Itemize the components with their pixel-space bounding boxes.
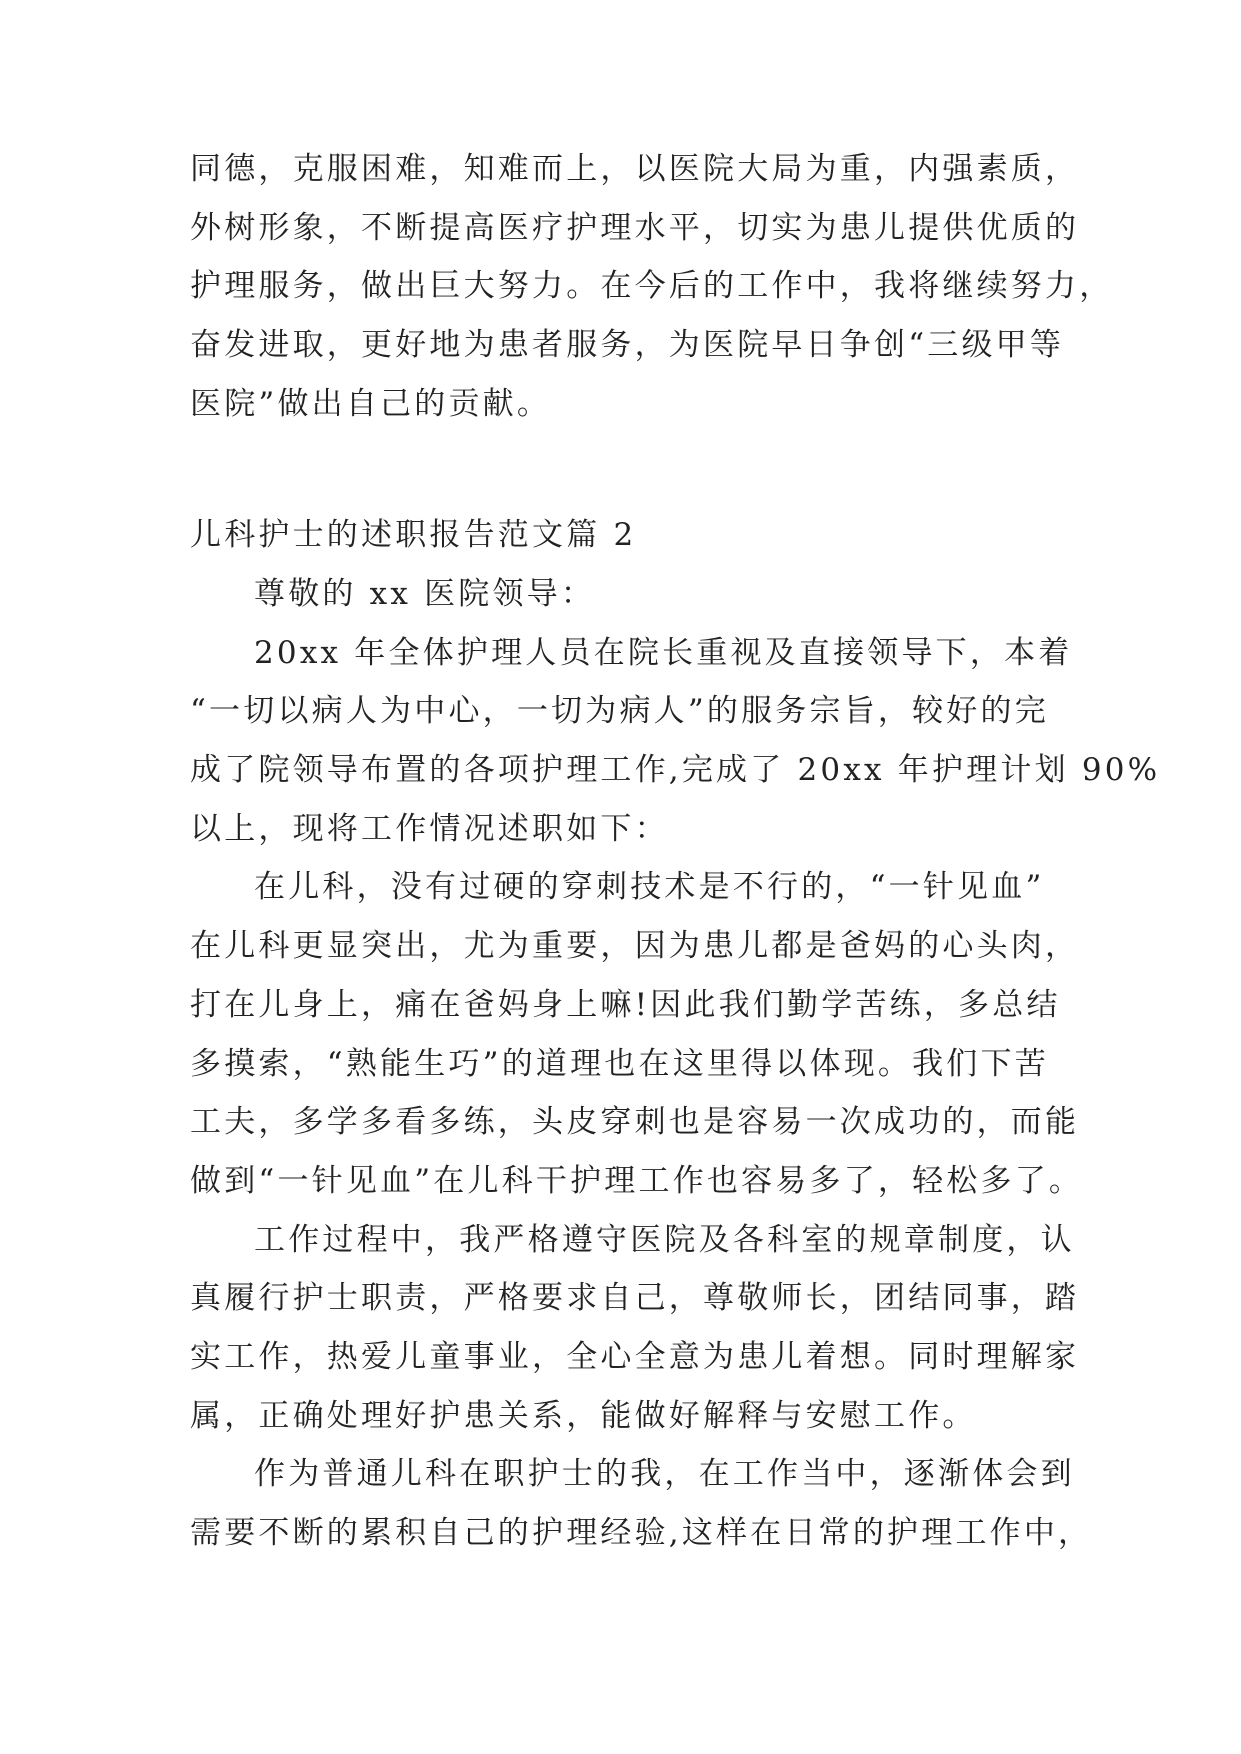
- text-line: 多摸索，“熟能生巧”的道理也在这里得以体现。我们下苦: [190, 1045, 1049, 1082]
- text-line: 属，正确处理好护患关系，能做好解释与安慰工作。: [190, 1397, 977, 1434]
- text-line: “一切以病人为中心，一切为病人”的服务宗旨，较好的完: [190, 693, 1049, 730]
- text-line: 打在儿身上，痛在爸妈身上嘛!因此我们勤学苦练，多总结: [190, 986, 1061, 1023]
- text-line: 外树形象，不断提高医疗护理水平，切实为患儿提供优质的: [190, 209, 1080, 246]
- text-line: 做到“一针见血”在儿科干护理工作也容易多了，轻松多了。: [190, 1162, 1084, 1199]
- text-line: 成了院领导布置的各项护理工作,完成了 20xx 年护理计划 90%: [190, 752, 1161, 789]
- section1-continuation: [190, 140, 1114, 433]
- paragraph-first-line: 作为普通儿科在职护士的我，在工作当中，逐渐体会到: [254, 1456, 1075, 1493]
- text-line: 奋发进取，更好地为患者服务，为医院早日争创“三级甲等: [190, 327, 1065, 364]
- greeting: 尊敬的 xx 医院领导：: [254, 576, 596, 612]
- paragraph-first-line: 在儿科，没有过硬的穿刺技术是不行的，“一针见血”: [254, 869, 1045, 906]
- text-line: 医院”做出自己的贡献。: [190, 385, 552, 422]
- text-line: 真履行护士职责，严格要求自己，尊敬师长，团结同事，踏: [190, 1280, 1080, 1317]
- text-line: 以上，现将工作情况述职如下：: [190, 810, 669, 847]
- paragraph-first-line: 工作过程中，我严格遵守医院及各科室的规章制度，认: [254, 1221, 1075, 1258]
- text-line: 在儿科更显突出，尤为重要，因为患儿都是爸妈的心头肉，: [190, 928, 1080, 965]
- section2-body: [190, 565, 1161, 1563]
- text-line: 实工作，热爱儿童事业，全心全意为患儿着想。同时理解家: [190, 1338, 1080, 1375]
- paragraph-first-line: 20xx 年全体护理人员在院长重视及直接领导下，本着: [254, 634, 1073, 671]
- text-line: 同德，克服困难，知难而上，以医院大局为重，内强素质，: [190, 151, 1080, 187]
- text-line: 工夫，多学多看多练，头皮穿刺也是容易一次成功的，而能: [190, 1104, 1080, 1141]
- text-line: 需要不断的累积自己的护理经验,这样在日常的护理工作中，: [190, 1515, 1093, 1551]
- section-heading: 儿科护士的述职报告范文篇 2: [190, 517, 637, 553]
- text-line: 护理服务，做出巨大努力。在今后的工作中，我将继续努力，: [190, 268, 1114, 305]
